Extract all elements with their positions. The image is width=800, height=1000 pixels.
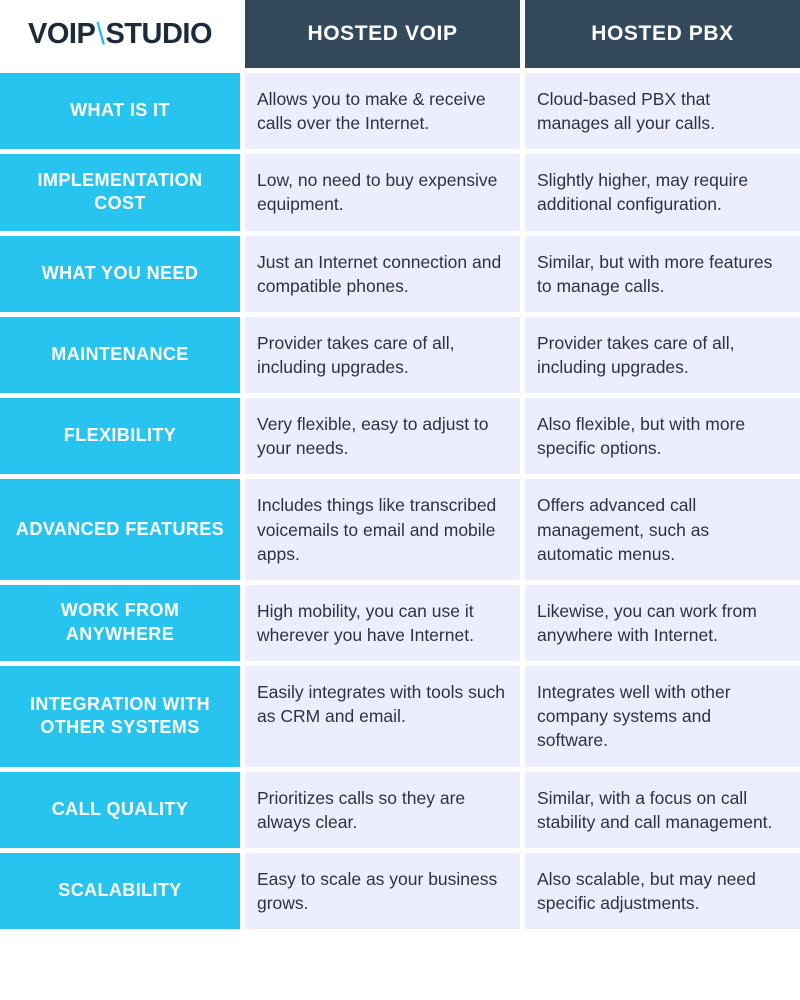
row-label-work-from-anywhere: WORK FROM ANYWHERE <box>0 585 240 661</box>
cell-pbx-advanced-features: Offers advanced call management, such as automatic menus. <box>525 479 800 579</box>
cell-pbx-scalability: Also scalable, but may need specific adjustments. <box>525 853 800 929</box>
cell-pbx-call-quality: Similar, with a focus on call stability and call management. <box>525 772 800 848</box>
row-label-implementation-cost: IMPLEMENTATION COST <box>0 154 240 230</box>
row-label-flexibility: FLEXIBILITY <box>0 398 240 474</box>
cell-pbx-integration-with-other-systems: Integrates well with other company systems and software. <box>525 666 800 766</box>
cell-voip-flexibility: Very flexible, easy to adjust to your needs. <box>245 398 520 474</box>
cell-voip-what-you-need: Just an Internet connection and compatible phones. <box>245 236 520 312</box>
voipstudio-logo <box>28 16 212 52</box>
cell-voip-advanced-features: Includes things like transcribed voicemails to email and mobile apps. <box>245 479 520 579</box>
column-header-hosted-pbx: HOSTED PBX <box>525 0 800 68</box>
logo-text-secondary: STUDIO <box>105 17 212 50</box>
cell-voip-integration-with-other-systems: Easily integrates with tools such as CRM and email. <box>245 666 520 766</box>
cell-voip-work-from-anywhere: High mobility, you can use it wherever you have Internet. <box>245 585 520 661</box>
row-label-what-is-it: WHAT IS IT <box>0 73 240 149</box>
column-header-hosted-voip: HOSTED VOIP <box>245 0 520 68</box>
cell-pbx-what-is-it: Cloud-based PBX that manages all your calls. <box>525 73 800 149</box>
row-label-maintenance: MAINTENANCE <box>0 317 240 393</box>
cell-pbx-implementation-cost: Slightly higher, may require additional configuration. <box>525 154 800 230</box>
cell-pbx-flexibility: Also flexible, but with more specific options. <box>525 398 800 474</box>
cell-pbx-maintenance: Provider takes care of all, including upgrades. <box>525 317 800 393</box>
cell-voip-scalability: Easy to scale as your business grows. <box>245 853 520 929</box>
cell-pbx-what-you-need: Similar, but with more features to manage calls. <box>525 236 800 312</box>
brand-logo-cell <box>0 0 240 68</box>
cell-voip-implementation-cost: Low, no need to buy expensive equipment. <box>245 154 520 230</box>
row-label-call-quality: CALL QUALITY <box>0 772 240 848</box>
logo-slash-icon: \ <box>96 16 105 51</box>
cell-voip-call-quality: Prioritizes calls so they are always clear. <box>245 772 520 848</box>
logo-text-primary: VOIP <box>28 17 96 50</box>
cell-voip-maintenance: Provider takes care of all, including upgrades. <box>245 317 520 393</box>
cell-voip-what-is-it: Allows you to make & receive calls over the Internet. <box>245 73 520 149</box>
row-label-what-you-need: WHAT YOU NEED <box>0 236 240 312</box>
row-label-integration-with-other-systems: INTEGRATION WITH OTHER SYSTEMS <box>0 666 240 766</box>
row-label-scalability: SCALABILITY <box>0 853 240 929</box>
row-label-advanced-features: ADVANCED FEATURES <box>0 479 240 579</box>
cell-pbx-work-from-anywhere: Likewise, you can work from anywhere with Internet. <box>525 585 800 661</box>
